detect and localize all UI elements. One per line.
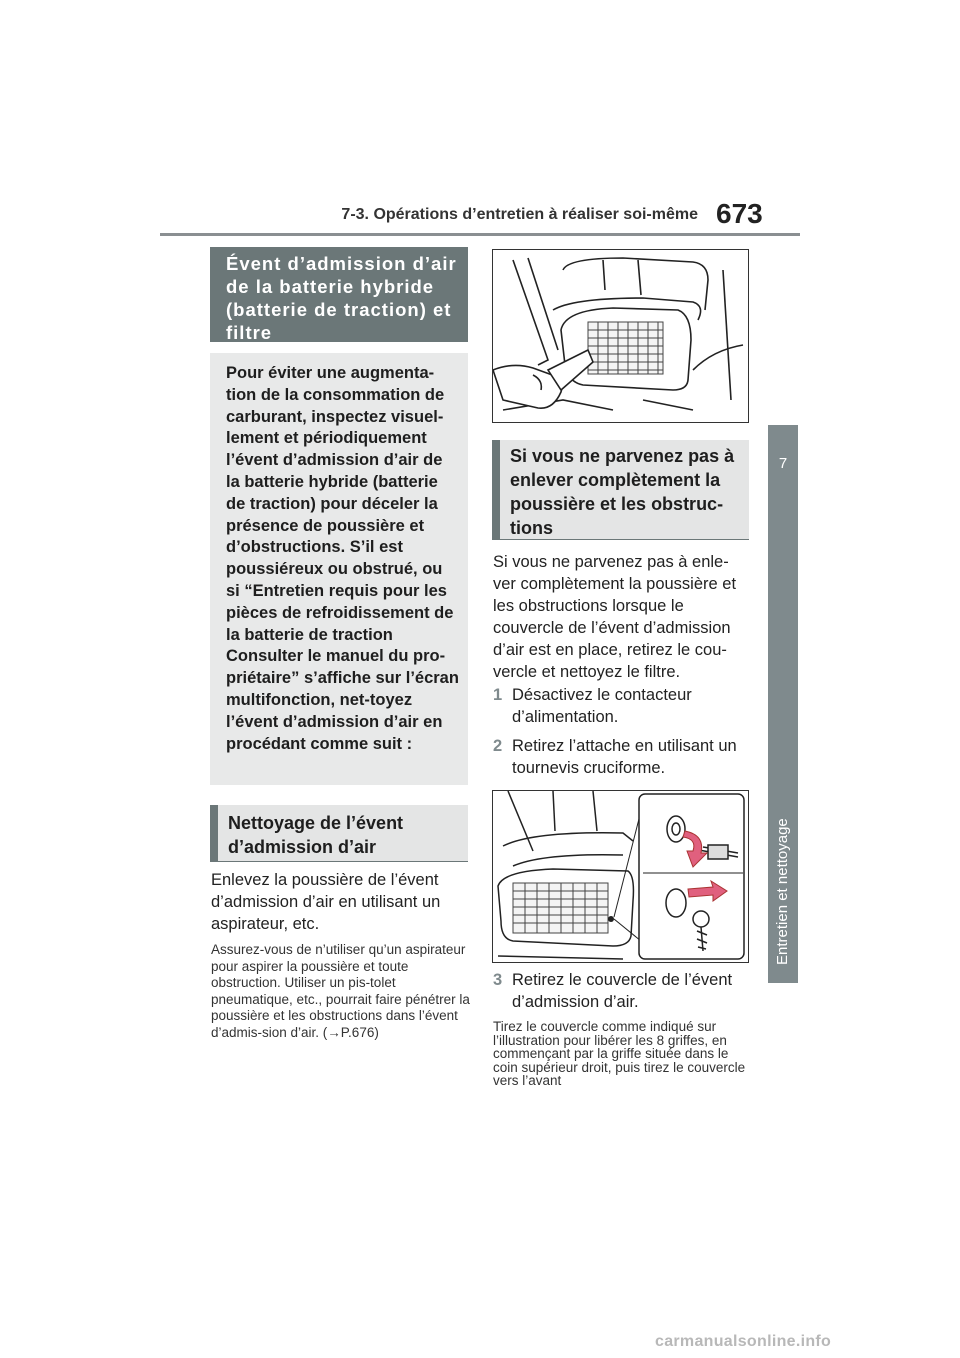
chapter-number: 7 [778,455,788,472]
step-text: Retirez le couvercle de l’évent d’admission d’air. [512,971,733,1011]
cleaning-body: Enlevez la poussière de l’évent d’admission d’air en utilisant un aspirateur, etc. [211,871,441,933]
remove-heading: Si vous ne parvenez pas à enlever complètement la poussière et les obstruc-tions [492,440,749,540]
figure-vacuum-vent [492,249,749,423]
step-text: Retirez l’attache en utilisant un tournevis cruciforme. [512,737,737,777]
remove-body: Si vous ne parvenez pas à enle-ver complètement la poussière et les obstructions lorsque le couvercle de l’évent d’admission d’air est en place, retirez le cou-vercle et nettoyez le filtre. [493,553,737,681]
step-number: 2 [493,737,503,755]
step-text: Désactivez le contacteur d’alimentation. [512,686,692,726]
step-number: 3 [493,971,503,989]
figure-clip-removal [492,790,749,963]
clip-illustration [493,791,748,962]
page-number: 673 [716,198,763,229]
chapter-tab[interactable] [768,425,798,983]
step-number: 1 [493,686,503,704]
intro-box: Pour éviter une augmenta-tion de la consommation de carburant, inspectez visuel-lement et périodiquement l’évent d’admission d’air de la batterie hybride (batterie de traction) pour déceler la présence de poussière et d’obstructions. S’il est poussiéreux ou obstrué, ou si “Entretien requis pour les pièces de refroidissement de la batterie de traction Consulter le manuel du pro-priétaire” s’affiche sur l’écran multifonction, net-toyez l’évent d’admission d’air en procédant comme suit : [210,353,468,785]
header-rule [160,233,800,236]
vacuum-illustration [493,250,748,422]
main-title: Évent d’admission d’air de la batterie hybride (batterie de traction) et filtre [210,247,468,342]
remove-note: Tirez le couvercle comme indiqué sur l’illustration pour libérer les 8 griffes, en commençant par la griffe située dans le coin supérieur droit, puis tirez le couvercle vers l’avant [493,1019,746,1089]
header-section-title: 7-3. Opérations d’entretien à réaliser soi-même [341,206,698,223]
cleaning-heading: Nettoyage de l’évent d’admission d’air [210,805,468,862]
watermark: carmanualsonline.info [655,1333,832,1350]
cleaning-note: Assurez-vous de n’utiliser qu’un aspirateur pour aspirer la poussière et toute obstruction. Utiliser un pis-tolet pneumatique, etc., pourrait faire pénétrer la poussière et les obstructions dans l’évent d’admis-sion d’air. (→P.676) [211,942,470,1040]
chapter-label: Entretien et nettoyage [774,818,791,965]
